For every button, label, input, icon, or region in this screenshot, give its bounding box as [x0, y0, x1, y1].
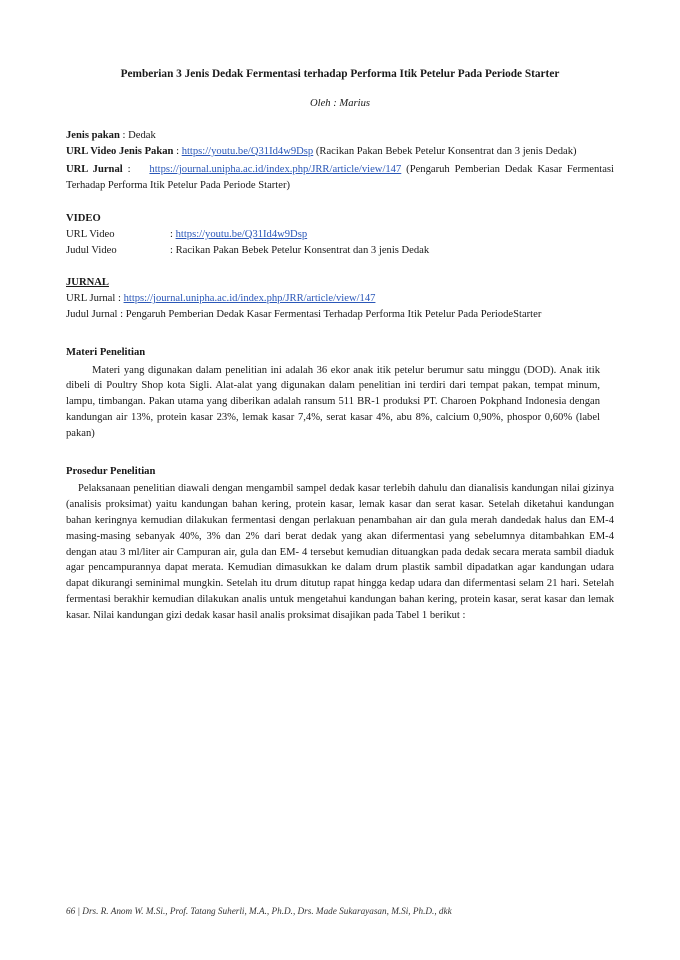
video-url-link[interactable]: https://youtu.be/Q31Id4w9Dsp: [175, 228, 308, 240]
jurnal-judul: Judul Jurnal : Pengaruh Pemberian Dedak Kasar Fermentasi Terhadap Performa Itik Petelur Pada PeriodeStarter: [66, 308, 542, 320]
jurnal-url-link[interactable]: https://journal.unipha.ac.id/index.php/JRR/article/view/147: [123, 293, 376, 305]
url-jurnal-row: [66, 162, 614, 194]
prosedur-paragraph: Pelaksanaan penelitian diawali dengan mengambil sampel dedak kasar terlebih dahulu dan dianalisis kandungan nilai gizinya (analisis proksimat) yaitu kandungan bahan kering, protein kasar, lemak kasar dan serat kasar. Setelah diketahui kandungan bahan keringnya kemudian dilakukan fermentasi dengan perlakuan penambahan air dan gula merah dandedak halus dan EM-4 masing-masing sebanyak 40%, 3% dan 2% dari berat dedak yang akan difermentasi yang sebelumnya ditambahkan EM-4 dengan atau 3 ml/liter air Campuran air, gula dan EM- 4 tersebut kemudian dituangkan pada dedak secara merata sambil diaduk agar pencampurannya dapat merata. Kemudian dimasukkan ke dalam drum plastik sambil dipadatkan agar kandungan udara dapat dikurangi seminimal mungkin. Setelah itu drum ditutup rapat hingga kedap udara dan difermentasi selam 21 hari. Setelah fermentasi berakhir kemudian dilakukan analis untuk mengetahui kandungan bahan kering, protein kasar, serat kasar dan lemak kasar. Nilai kandungan gizi dedak kasar hasil analis proksimat disajikan pada Tabel 1 berikut :: [66, 483, 614, 621]
video-url-prefix: :: [170, 228, 176, 240]
video-url-row: [66, 227, 614, 243]
jenis-pakan-label: Jenis pakan: [66, 129, 120, 141]
jenis-pakan-value: : Dedak: [122, 129, 156, 141]
jurnal-url-row: [66, 291, 614, 307]
url-jurnal-link[interactable]: https://journal.unipha.ac.id/index.php/JRR/article/view/147: [149, 164, 402, 176]
materi-heading: Materi Penelitian: [66, 346, 146, 358]
jurnal-url-label: URL Jurnal :: [66, 293, 124, 305]
url-video-jenis-pakan-desc: (Racikan Pakan Bebek Petelur Konsentrat dan 3 jenis Dedak): [315, 145, 577, 157]
video-judul-label: Judul Video: [66, 244, 117, 256]
url-jurnal-separator: :: [122, 164, 136, 176]
materi-paragraph: Materi yang digunakan dalam penelitian ini adalah 36 ekor anak itik petelur berumur satu minggu (DOD). Anak itik dibeli di Poultry Shop kota Sigli. Alat-alat yang digunakan dalam penelitian ini terdiri dari tempat pakan, tempat minum, lampu, timbangan. Pakan utama yang diberikan adalah ransum 511 BR-1 produksi PT. Charoen Pokphand Indonesia dengan kandungan air 13%, protein kasar 23%, lemak kasar 7,4%, serat kasar 4%, abu 8%, calcium 0,90%, phospor 0,60% (label pakan): [66, 364, 600, 439]
prosedur-heading: Prosedur Penelitian: [66, 465, 156, 477]
jenis-pakan-row: [66, 128, 614, 144]
video-judul-row: [66, 243, 614, 259]
url-jurnal-desc: (Pengaruh Pemberian Dedak Kasar Fermentasi Terhadap Performa Itik Petelur Pada Periode Starter): [66, 164, 614, 192]
url-video-jenis-pakan-label: URL Video Jenis Pakan: [66, 145, 174, 157]
video-heading: VIDEO: [66, 212, 101, 224]
page-footer: 66 | Drs. R. Anom W. M.Si., Prof. Tatang Suherli, M.A., Ph.D., Drs. Made Sukarayasan, M.Si, Ph.D., dkk: [66, 906, 452, 916]
url-video-jenis-pakan-link[interactable]: https://youtu.be/Q31Id4w9Dsp: [181, 145, 314, 157]
video-judul-value: : Racikan Pakan Bebek Petelur Konsentrat dan 3 jenis Dedak: [170, 244, 430, 256]
url-video-jenis-pakan-row: [66, 144, 614, 160]
author-line: Oleh : Marius: [309, 98, 371, 109]
url-jurnal-label: URL Jurnal: [66, 164, 123, 176]
jurnal-heading: JURNAL: [66, 277, 109, 289]
video-url-label: URL Video: [66, 228, 115, 240]
document-title: Pemberian 3 Jenis Dedak Fermentasi terhadap Performa Itik Petelur Pada Periode Starter: [120, 68, 560, 80]
url-video-jenis-pakan-separator: :: [173, 145, 182, 157]
